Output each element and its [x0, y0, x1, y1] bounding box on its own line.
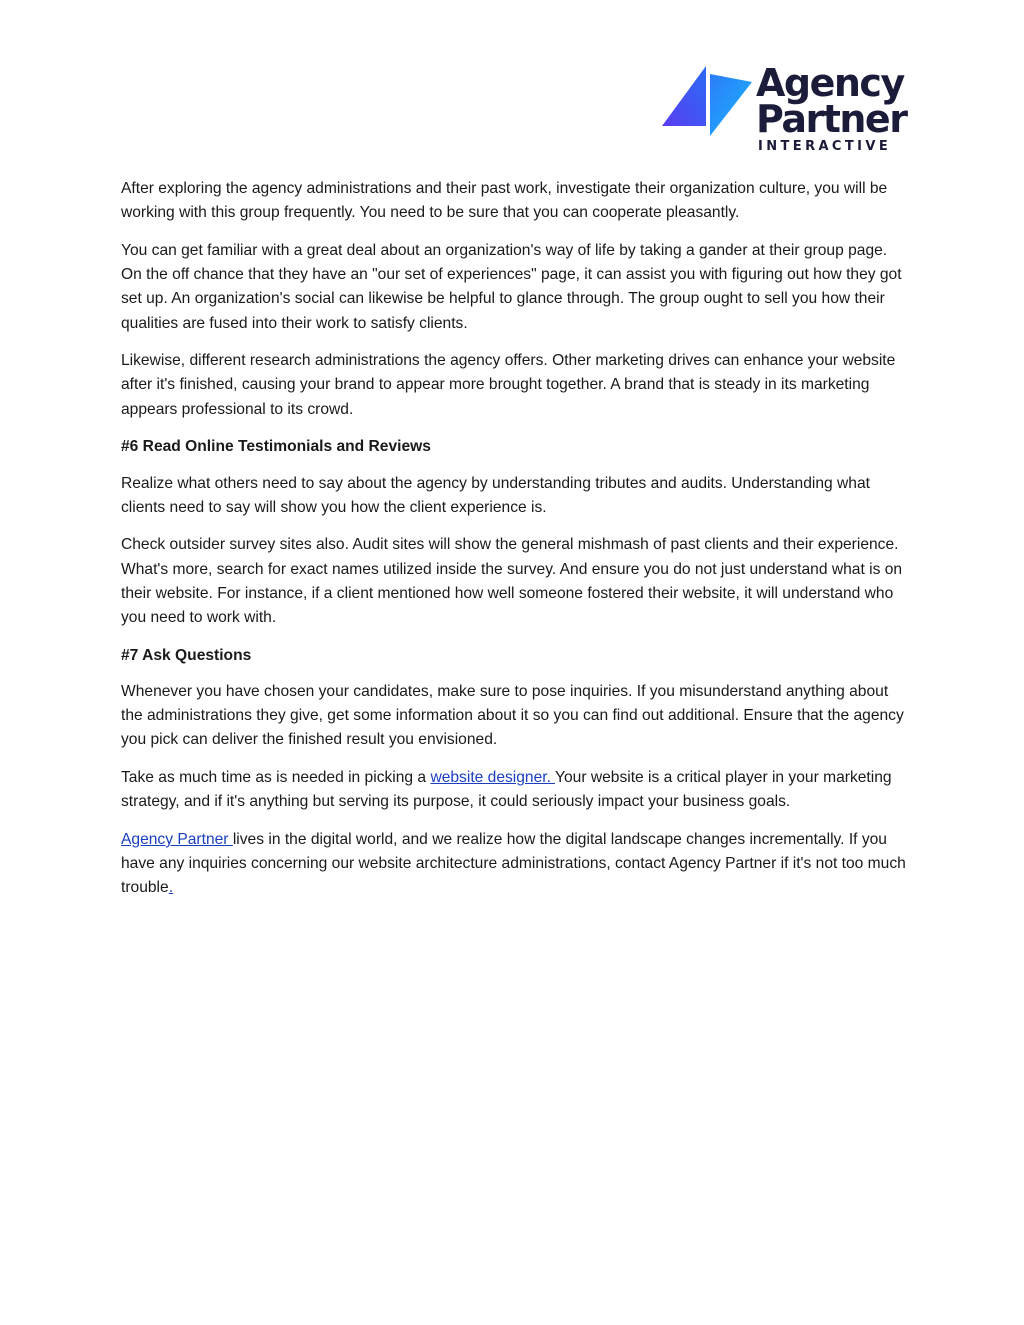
paragraph-website-designer	[121, 766, 907, 814]
triangle-logo-mark-icon	[660, 64, 752, 138]
paragraph-research-services: Likewise, different research administrations the agency offers. Other marketing drives can enhance your website after it's finished, causing your brand to appear more brought together. A brand that is steady in its marketing appears professional to its crowd.	[121, 352, 896, 418]
text-segment: Take as much time as is needed in picking a	[121, 769, 431, 787]
contact-link[interactable]: .	[168, 879, 174, 897]
logo-word-agency: Agency	[756, 61, 904, 105]
text-segment: lives in the digital world, and we realize how the digital landscape changes incrementally. If you have any inquiries concerning our website architecture administrations, contact Agency Partner if it's not too much trouble	[121, 830, 906, 897]
paragraph-culture: After exploring the agency administrations and their past work, investigate their organization culture, you will be working with this group frequently. You need to be sure that you can cooperate pleasantly.	[121, 180, 888, 222]
heading-testimonials: #6 Read Online Testimonials and Reviews	[121, 438, 431, 456]
text-segment: Your website is a critical player in your marketing strategy, and if it's anything but serving its purpose, it could seriously impact your business goals.	[121, 769, 892, 811]
paragraph-team-page: You can get familiar with a great deal about an organization's way of life by taking a gander at their group page. On the off chance that they have an "our set of experiences" page, it can assist you with figuring out how they got set up. An organization's social can likewise be helpful to glance through. The group ought to sell you how their qualities are fused into their work to satisfy clients.	[121, 241, 902, 332]
agency-partner-link[interactable]: Agency Partner	[121, 830, 233, 848]
website-designer-link[interactable]: website designer.	[430, 769, 555, 787]
paragraph-inquiries: Whenever you have chosen your candidates, make sure to pose inquiries. If you misunderstand anything about the administrations they give, get some information about it so you can find out additional. Ensure that the agency you pick can deliver the finished result you envisioned.	[121, 682, 904, 749]
paragraph-contact	[121, 828, 907, 901]
paragraph-reviews: Realize what others need to say about the agency by understanding tributes and audits. Understanding what clients need to say will show you how the client experience is.	[121, 474, 870, 516]
document-body	[121, 177, 907, 914]
paragraph-survey-sites: Check outsider survey sites also. Audit sites will show the general mishmash of past clients and their experience. What's more, search for exact names utilized inside the survey. And ensure you do not just understand what is on their website. For instance, if a client mentioned how well someone fostered their website, it will understand who you need to work with.	[121, 536, 903, 627]
agency-partner-logo	[660, 62, 910, 158]
heading-ask-questions: #7 Ask Questions	[121, 646, 252, 664]
logo-word-partner: Partner	[756, 97, 907, 141]
logo-word-interactive: INTERACTIVE	[758, 139, 892, 154]
